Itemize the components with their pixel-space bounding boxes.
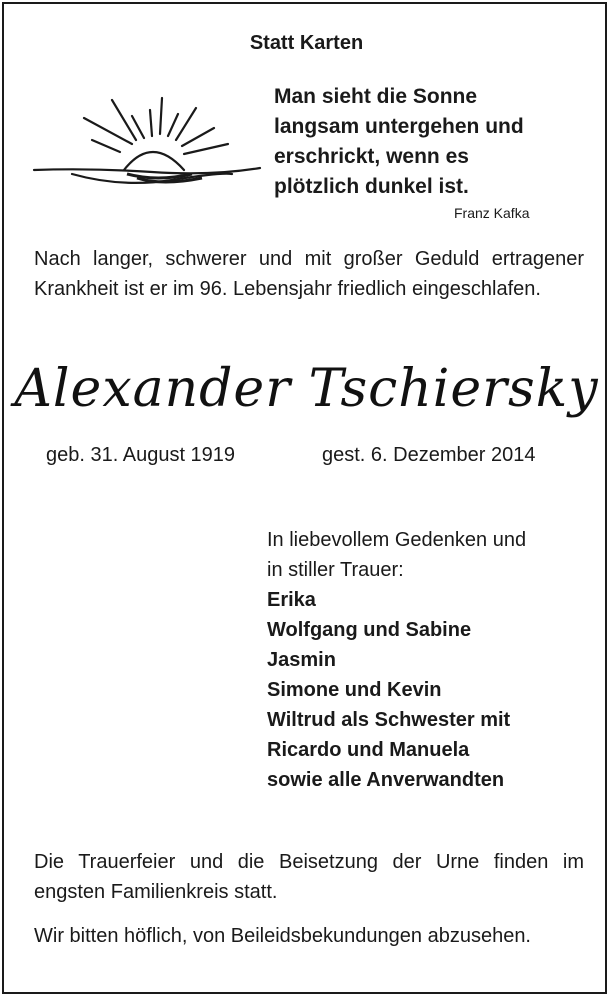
birth-date: geb. 31. August 1919 [46, 444, 236, 466]
mourner-name: sowie alle Anverwandten [267, 769, 505, 791]
quote-line: erschrickt, wenn es [274, 145, 469, 168]
mourner-name: Erika [267, 589, 316, 611]
mourner-name: Wolfgang und Sabine [267, 619, 472, 641]
header-title: Statt Karten [249, 32, 364, 54]
quote-line: Man sieht die Sonne [274, 85, 478, 108]
kafka-quote [274, 82, 574, 202]
mourners-intro: In liebevollem Gedenken und [267, 529, 527, 551]
quote-author: Franz Kafka [454, 205, 530, 221]
mourner-name: Jasmin [267, 649, 336, 671]
mourner-name: Simone und Kevin [267, 679, 442, 701]
quote-line: langsam untergehen und [274, 115, 524, 138]
mourner-name: Wiltrud als Schwester mit [267, 709, 511, 731]
mourners-block [267, 525, 597, 795]
deceased-name: Alexander Tschiersky [14, 359, 599, 419]
obituary-card [2, 2, 607, 994]
quote-line: plötzlich dunkel ist. [274, 175, 469, 198]
death-date: gest. 6. Dezember 2014 [322, 444, 536, 466]
intro-paragraph: Nach langer, schwerer und mit großer Geduld ertragener Krankheit ist er im 96. Lebensjahr friedlich eingeschlafen. [34, 248, 584, 300]
condolence-request: Wir bitten höflich, von Beileidsbekundungen abzusehen. [34, 925, 531, 947]
mourner-name: Ricardo und Manuela [267, 739, 470, 761]
mourners-intro: in stiller Trauer: [267, 559, 404, 581]
funeral-notice: Die Trauerfeier und die Beisetzung der Urne finden im engsten Familienkreis statt. [34, 851, 584, 903]
sunset-icon [32, 94, 262, 194]
